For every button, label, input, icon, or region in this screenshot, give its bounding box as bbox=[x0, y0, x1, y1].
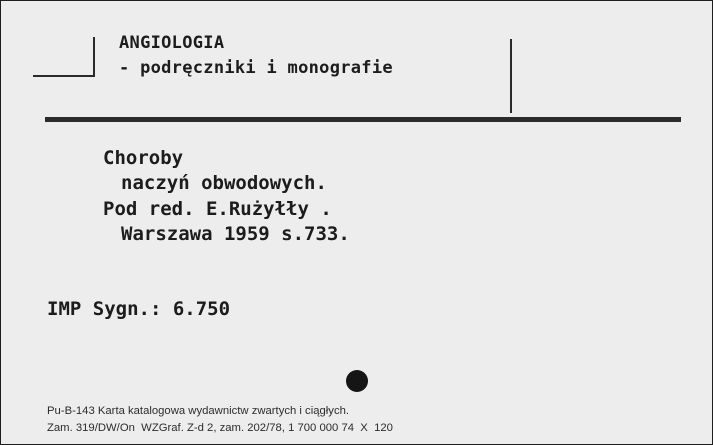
entry-editor: Pod red. E.Rużyłły . bbox=[103, 198, 332, 220]
entry-imprint: Warszawa 1959 s.733. bbox=[121, 223, 350, 245]
footer-line1: Pu-B-143 Karta katalogowa wydawnictw zwartych i ciągłych. bbox=[47, 405, 350, 417]
punch-hole bbox=[346, 370, 368, 392]
subject-heading: ANGIOLOGIA bbox=[119, 33, 225, 53]
footer-line2: Zam. 319/DW/On WZGraf. Z-d 2, zam. 202/78, 1 700 000 74 X 120 bbox=[47, 422, 393, 434]
entry-title-line1: Choroby bbox=[103, 147, 184, 169]
header-rule bbox=[45, 117, 681, 122]
entry-title-line2: naczyń obwodowych. bbox=[121, 172, 327, 194]
header-right-divider bbox=[510, 39, 512, 113]
tab-marker-vertical bbox=[93, 37, 95, 77]
subject-subheading: - podręczniki i monografie bbox=[119, 58, 393, 78]
tab-marker-base bbox=[33, 75, 95, 77]
shelfmark: IMP Sygn.: 6.750 bbox=[47, 298, 231, 320]
catalog-card bbox=[1, 1, 712, 444]
